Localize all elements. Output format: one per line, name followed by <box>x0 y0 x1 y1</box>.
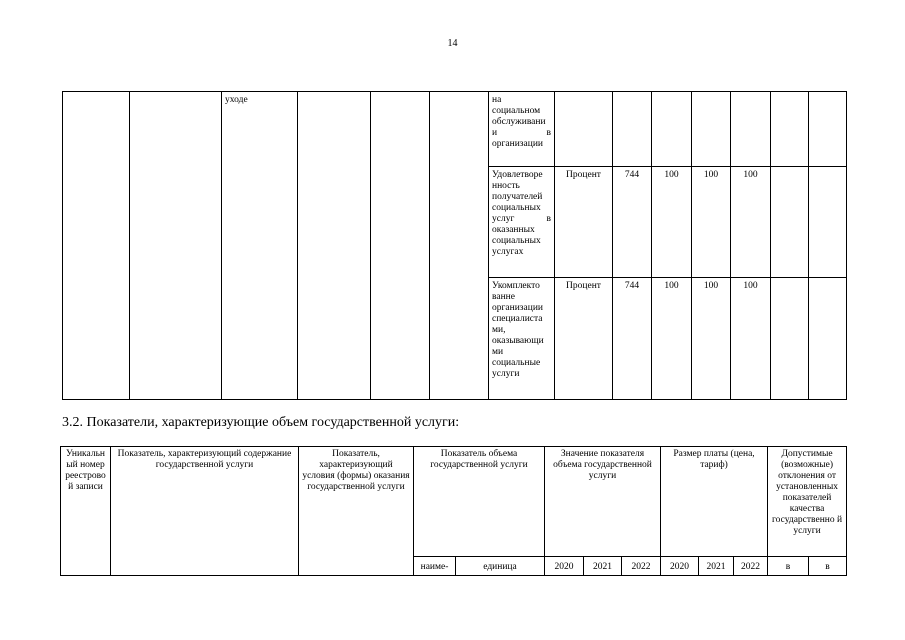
subheader-fee-year: 2022 <box>734 557 768 576</box>
section-title: 3.2. Показатели, характеризующие объем государственной услуги: <box>62 415 460 430</box>
text-line: Укомплекто <box>492 281 540 291</box>
text-line: ванне <box>492 292 515 302</box>
subheader-name: наиме- <box>414 557 456 576</box>
text-line: социальные <box>492 358 541 368</box>
text-line: организации <box>492 139 544 149</box>
header-fee-amount: Размер платы (цена, тариф) <box>661 447 768 557</box>
indicator-name-cell <box>489 278 555 400</box>
page-number: 14 <box>447 38 458 49</box>
code-cell <box>613 92 652 167</box>
text-line: получателей <box>492 192 543 202</box>
text-line: социальных <box>492 203 541 213</box>
subheader-deviation: в <box>768 557 809 576</box>
header-conditions-indicator: Показатель, характеризующий условия (формы) оказания государственной услуги <box>299 447 414 576</box>
text-line: услугах <box>492 247 524 257</box>
header-indicator-value: Значение показателя объема государственной услуги <box>545 447 661 557</box>
header-allowed-deviation: Допустимые (возможные) отклонения от установленных показателей качества государственно й услуги <box>768 447 847 557</box>
code-cell: 744 <box>613 278 652 400</box>
value-cell: 100 <box>692 167 731 278</box>
value-cell: 100 <box>731 278 771 400</box>
indicator-name-cell <box>489 167 555 278</box>
unit-cell <box>555 92 613 167</box>
subheader-fee-year: 2021 <box>699 557 734 576</box>
table-cell <box>771 92 809 167</box>
header-content-indicator: Показатель, характеризующий содержание государственной услуги <box>111 447 299 576</box>
table-cell <box>809 278 847 400</box>
volume-indicators-table <box>60 446 847 576</box>
table-cell <box>809 92 847 167</box>
text-line: на <box>492 95 502 105</box>
value-cell: 100 <box>652 167 692 278</box>
text-line: обслуживани <box>492 117 546 127</box>
table-cell <box>771 278 809 400</box>
indicator-name-cell <box>489 92 555 167</box>
table-cell <box>809 167 847 278</box>
value-cell: 100 <box>652 278 692 400</box>
table-cell <box>63 92 130 400</box>
text-line: ми <box>492 347 504 357</box>
text-line: социальном <box>492 106 541 116</box>
table-cell <box>371 92 430 400</box>
table-row <box>61 447 847 557</box>
subheader-year: 2022 <box>622 557 661 576</box>
header-unique-number: Уникальн ый номер реестрово й записи <box>61 447 111 576</box>
unit-cell: Процент <box>555 167 613 278</box>
value-cell: 100 <box>692 278 731 400</box>
code-cell: 744 <box>613 167 652 278</box>
quality-indicators-table <box>62 91 847 400</box>
text-line: оказанных <box>492 225 535 235</box>
text-line: организации <box>492 303 544 313</box>
text-line: Удовлетворе <box>492 170 543 180</box>
value-cell <box>731 92 771 167</box>
text-line: социальных <box>492 236 541 246</box>
subheader-year: 2020 <box>545 557 584 576</box>
table-row <box>63 92 847 167</box>
subheader-fee-year: 2020 <box>661 557 699 576</box>
table-cell <box>771 167 809 278</box>
text-line: и в <box>492 128 551 138</box>
value-cell <box>652 92 692 167</box>
table-cell: уходе <box>222 92 298 400</box>
table-cell <box>130 92 222 400</box>
value-cell: 100 <box>731 167 771 278</box>
text-line: специалиста <box>492 314 543 324</box>
value-cell <box>692 92 731 167</box>
subheader-deviation: в <box>809 557 847 576</box>
table-cell <box>430 92 489 400</box>
subheader-year: 2021 <box>584 557 622 576</box>
text-line: ми, <box>492 325 506 335</box>
text-line: услуг в <box>492 214 551 224</box>
text-line: нность <box>492 181 520 191</box>
header-volume-indicator: Показатель объема государственной услуги <box>414 447 545 557</box>
text-line: оказывающи <box>492 336 544 346</box>
unit-cell: Процент <box>555 278 613 400</box>
subheader-unit: единица <box>456 557 545 576</box>
text-line: услуги <box>492 369 520 379</box>
table-cell <box>298 92 371 400</box>
